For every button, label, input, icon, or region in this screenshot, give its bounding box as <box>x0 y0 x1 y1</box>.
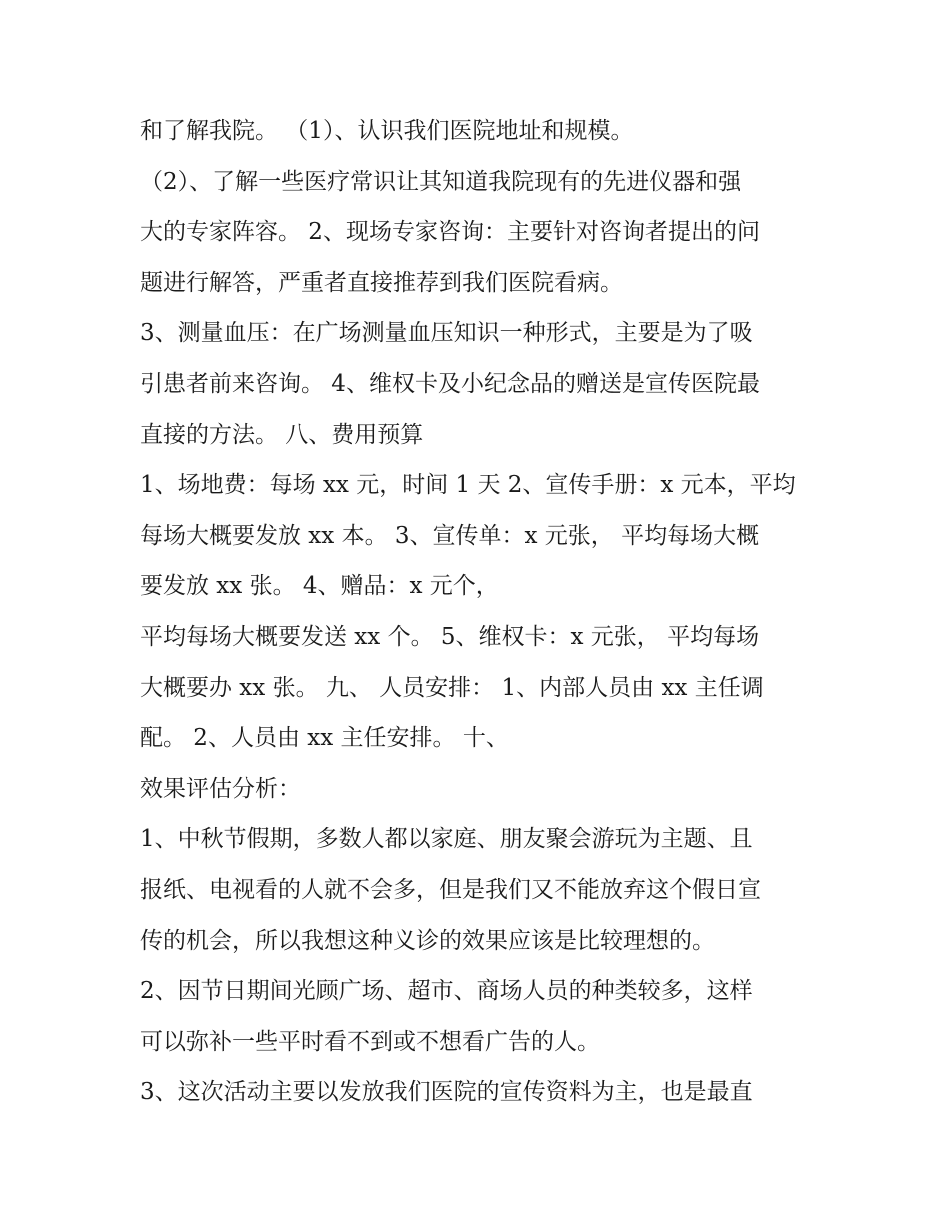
text-line: 引患者前来咨询。 4、维权卡及小纪念品的赠送是宣传医院最 <box>140 370 760 397</box>
text-line: 直接的方法。 八、费用预算 <box>140 421 424 448</box>
text-line: 1、中秋节假期，多数人都以家庭、朋友聚会游玩为主题、且 <box>140 826 753 853</box>
text-line: 2、因节日期间光顾广场、超市、商场人员的种类较多，这样 <box>140 978 753 1005</box>
text-line: 3、这次活动主要以发放我们医院的宣传资料为主，也是最直 <box>140 1079 753 1106</box>
text-line: 可以弥补一些平时看不到或不想看广告的人。 <box>140 1028 600 1055</box>
text-line: 传的机会，所以我想这种义诊的效果应该是比较理想的。 <box>140 927 715 954</box>
text-line: 1、场地费：每场 xx 元，时间 1 天 2、宣传手册：x 元本，平均 <box>140 472 796 499</box>
text-line: 大的专家阵容。 2、现场专家咨询：主要针对咨询者提出的问 <box>140 219 760 246</box>
text-line: 题进行解答，严重者直接推荐到我们医院看病。 <box>140 269 623 296</box>
document-body <box>140 106 820 1118</box>
text-line: 配。 2、人员由 xx 主任安排。 十、 <box>140 725 509 752</box>
text-line: 每场大概要发放 xx 本。 3、宣传单：x 元张， 平均每场大概 <box>140 522 760 549</box>
text-line: 大概要办 xx 张。 九、 人员安排： 1、内部人员由 xx 主任调 <box>140 674 764 701</box>
text-line: 平均每场大概要发送 xx 个。 5、维权卡：x 元张， 平均每场 <box>140 623 760 650</box>
text-line: 报纸、电视看的人就不会多，但是我们又不能放弃这个假日宣 <box>140 876 761 903</box>
text-line: 效果评估分析： <box>140 775 301 802</box>
text-line: 和了解我院。 （1）、认识我们医院地址和规模。 <box>140 118 634 144</box>
text-line: 要发放 xx 张。 4、赠品：x 元个， <box>140 573 499 600</box>
text-line: （2）、了解一些医疗常识让其知道我院现有的先进仪器和强 <box>140 168 742 195</box>
text-line: 3、测量血压：在广场测量血压知识一种形式，主要是为了吸 <box>140 320 753 347</box>
